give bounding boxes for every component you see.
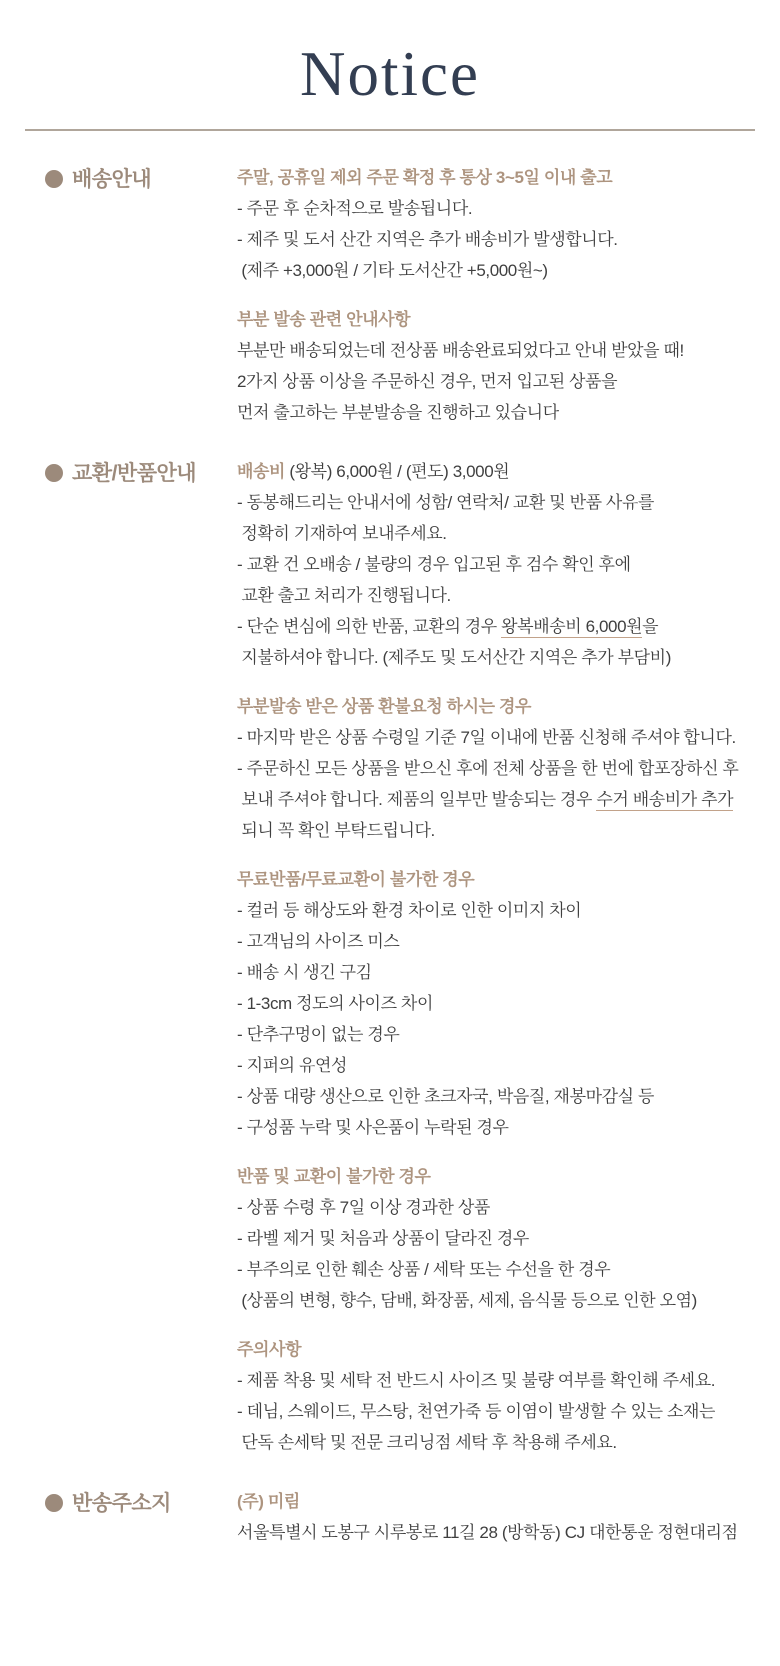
- line-segment: - 지퍼의 유연성: [237, 1056, 348, 1076]
- bullet-icon: [45, 464, 63, 482]
- text-line: [237, 580, 755, 611]
- line-segment: 2가지 상품 이상을 주문하신 경우, 먼저 입고된 상품을: [237, 372, 618, 392]
- heading-segment: 배송비: [237, 462, 286, 482]
- line-segment: - 주문 후 순차적으로 발송됩니다.: [237, 199, 473, 219]
- page-title: Notice: [300, 39, 480, 109]
- text-line: [237, 193, 755, 224]
- text-line: [237, 642, 755, 673]
- line-segment: 왕복배송비 6,000원: [501, 617, 643, 637]
- text-line: [237, 988, 755, 1019]
- line-segment: 부분만 배송되었는데 전상품 배송완료되었다고 안내 받았을 때!: [237, 341, 684, 361]
- section-content: [237, 162, 755, 428]
- section-exchange-return-info: [25, 456, 755, 1458]
- line-segment: - 배송 시 생긴 구김: [237, 963, 372, 983]
- section-content: [237, 456, 755, 1458]
- section-content: [237, 1486, 755, 1548]
- heading-segment: (왕복) 6,000원 / (편도) 3,000원: [285, 462, 510, 482]
- text-line: [237, 487, 755, 518]
- text-group: [237, 864, 755, 1143]
- heading-segment: (주) 미림: [237, 1492, 300, 1512]
- text-line: [237, 611, 755, 642]
- text-line: [237, 1223, 755, 1254]
- line-segment: 보내 주셔야 합니다. 제품의 일부만 발송되는 경우: [237, 790, 597, 810]
- line-segment: - 1-3cm 정도의 사이즈 차이: [237, 994, 433, 1014]
- text-line: [237, 224, 755, 255]
- line-segment: 정확히 기재하여 보내주세요.: [237, 524, 447, 544]
- line-segment: - 구성품 누락 및 사은품이 누락된 경우: [237, 1118, 509, 1138]
- section-label-text: 배송안내: [72, 168, 152, 192]
- bullet-icon: [45, 170, 63, 188]
- group-heading: [237, 1334, 755, 1365]
- line-segment: - 제품 착용 및 세탁 전 반드시 사이즈 및 불량 여부를 확인해 주세요.: [237, 1371, 716, 1391]
- group-heading: [237, 304, 755, 335]
- text-line: [237, 926, 755, 957]
- heading-segment: 무료반품/무료교환이 불가한 경우: [237, 870, 475, 890]
- line-segment: 단독 손세탁 및 전문 크리닝점 세탁 후 착용해 주세요.: [237, 1433, 617, 1453]
- text-line: [237, 1285, 755, 1316]
- line-segment: - 교환 건 오배송 / 불량의 경우 입고된 후 검수 확인 후에: [237, 555, 631, 575]
- line-segment: - 상품 대량 생산으로 인한 초크자국, 박음질, 재봉마감실 등: [237, 1087, 654, 1107]
- line-segment: - 고객님의 사이즈 미스: [237, 932, 400, 952]
- text-group: [237, 162, 755, 286]
- line-segment: - 컬러 등 해상도와 환경 차이로 인한 이미지 차이: [237, 901, 582, 921]
- text-line: [237, 1192, 755, 1223]
- line-segment: - 데님, 스웨이드, 무스탕, 천연가죽 등 이염이 발생할 수 있는 소재는: [237, 1402, 716, 1422]
- line-segment: - 상품 수령 후 7일 이상 경과한 상품: [237, 1198, 490, 1218]
- text-line: [237, 397, 755, 428]
- section-return-address: [25, 1486, 755, 1548]
- text-line: [237, 1365, 755, 1396]
- line-segment: - 마지막 받은 상품 수령일 기준 7일 이내에 반품 신청해 주셔야 합니다.: [237, 728, 736, 748]
- text-line: [237, 1427, 755, 1458]
- section-shipping-info: [25, 162, 755, 428]
- text-line: [237, 366, 755, 397]
- group-heading: [237, 162, 755, 193]
- section-label-shipping-info: [25, 162, 237, 193]
- text-group: [237, 1161, 755, 1316]
- section-label-text: 반송주소지: [72, 1492, 171, 1516]
- text-line: [237, 1112, 755, 1143]
- heading-segment: 부분발송 받은 상품 환불요청 하시는 경우: [237, 697, 531, 717]
- line-segment: 을: [642, 617, 659, 637]
- line-segment: - 라벨 제거 및 처음과 상품이 달라진 경우: [237, 1229, 529, 1249]
- heading-segment: 부분 발송 관련 안내사항: [237, 310, 411, 330]
- line-segment: 먼저 출고하는 부분발송을 진행하고 있습니다: [237, 403, 559, 423]
- group-heading: [237, 1161, 755, 1192]
- text-line: [237, 1254, 755, 1285]
- section-label-text: 교환/반품안내: [72, 462, 197, 486]
- line-segment: - 동봉해드리는 안내서에 성함/ 연락처/ 교환 및 반품 사유를: [237, 493, 654, 513]
- line-segment: - 단순 변심에 의한 반품, 교환의 경우: [237, 617, 502, 637]
- text-line: [237, 1050, 755, 1081]
- text-line: [237, 753, 755, 784]
- text-line: [237, 1081, 755, 1112]
- text-line: [237, 722, 755, 753]
- text-group: [237, 304, 755, 428]
- text-line: [237, 255, 755, 286]
- bullet-icon: [45, 1494, 63, 1512]
- line-segment: (제주 +3,000원 / 기타 도서산간 +5,000원~): [237, 261, 548, 281]
- line-segment: - 부주의로 인한 훼손 상품 / 세탁 또는 수선을 한 경우: [237, 1260, 611, 1280]
- line-segment: - 주문하신 모든 상품을 받으신 후에 전체 상품을 한 번에 합포장하신 후: [237, 759, 739, 779]
- line-segment: (상품의 변형, 향수, 담배, 화장품, 세제, 음식물 등으로 인한 오염): [237, 1291, 697, 1311]
- text-group: [237, 1486, 755, 1548]
- line-segment: 수거 배송비가 추가: [596, 790, 734, 810]
- line-segment: 되니 꼭 확인 부탁드립니다.: [237, 821, 435, 841]
- text-line: [237, 335, 755, 366]
- heading-segment: 주의사항: [237, 1340, 302, 1360]
- sections: [25, 131, 755, 1548]
- text-group: [237, 691, 755, 846]
- text-line: [237, 1396, 755, 1427]
- section-label-exchange-return-info: [25, 456, 237, 487]
- group-heading: [237, 691, 755, 722]
- text-line: [237, 518, 755, 549]
- line-segment: 교환 출고 처리가 진행됩니다.: [237, 586, 451, 606]
- group-heading: [237, 1486, 755, 1517]
- line-segment: - 단추구멍이 없는 경우: [237, 1025, 400, 1045]
- text-line: [237, 784, 755, 815]
- section-label-return-address: [25, 1486, 237, 1517]
- text-line: [237, 1019, 755, 1050]
- heading-segment: 주말, 공휴일 제외 주문 확정 후 통상 3~5일 이내 출고: [237, 168, 613, 188]
- text-group: [237, 1334, 755, 1458]
- text-line: [237, 895, 755, 926]
- group-heading: [237, 864, 755, 895]
- text-group: [237, 456, 755, 673]
- text-line: [237, 549, 755, 580]
- line-segment: 지불하셔야 합니다. (제주도 및 도서산간 지역은 추가 부담비): [237, 648, 671, 668]
- heading-segment: 반품 및 교환이 불가한 경우: [237, 1167, 431, 1187]
- text-line: [237, 1517, 755, 1548]
- group-heading: [237, 456, 755, 487]
- line-segment: - 제주 및 도서 산간 지역은 추가 배송비가 발생합니다.: [237, 230, 618, 250]
- text-line: [237, 815, 755, 846]
- text-line: [237, 957, 755, 988]
- line-segment: 서울특별시 도봉구 시루봉로 11길 28 (방학동) CJ 대한통운 정현대리점: [237, 1523, 738, 1543]
